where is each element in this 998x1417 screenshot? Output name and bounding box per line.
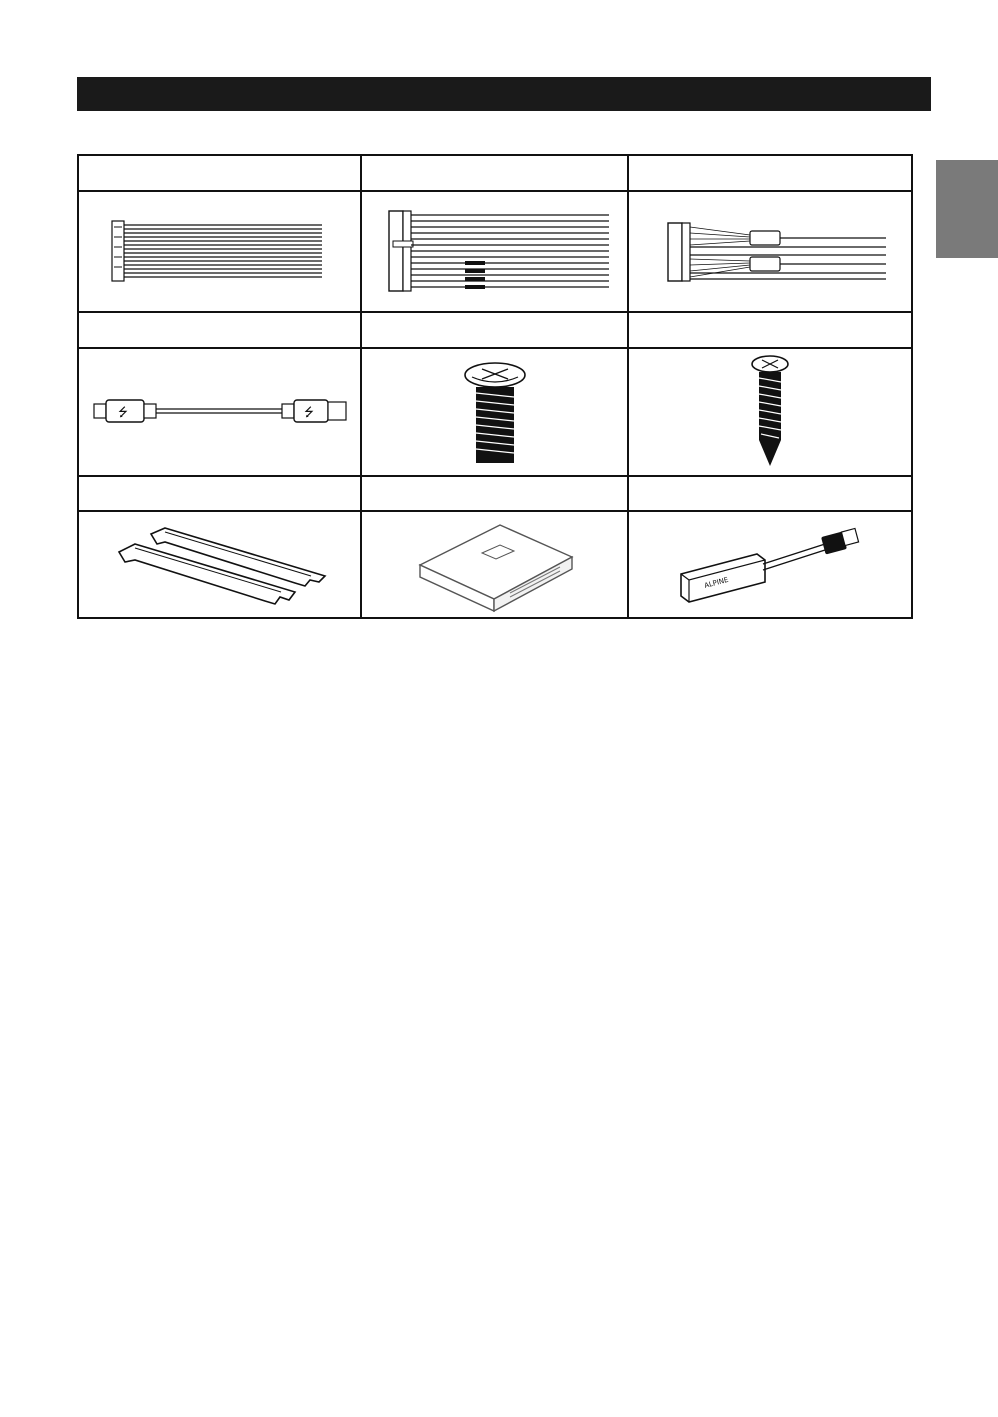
table-row <box>79 349 911 475</box>
machine-screw-icon <box>460 357 530 467</box>
wire-harness-icon <box>100 217 340 287</box>
svg-text:ALPINE: ALPINE <box>703 575 730 590</box>
part-label-cell <box>362 313 629 347</box>
table-row <box>79 192 911 311</box>
part-image-cell <box>362 349 629 475</box>
svg-text:⭍: ⭍ <box>117 405 128 419</box>
table-row <box>79 512 911 617</box>
usb-cable-icon <box>90 392 350 432</box>
part-label-cell <box>79 477 362 511</box>
part-image-cell <box>629 192 911 311</box>
parts-table <box>77 154 913 619</box>
remote-module-icon <box>675 520 865 610</box>
amplifier-unit-icon <box>410 515 580 615</box>
section-header-bar <box>77 77 931 111</box>
part-image-cell <box>362 192 629 311</box>
part-image-cell <box>629 349 911 475</box>
language-side-tab <box>936 160 998 258</box>
table-row <box>79 156 911 190</box>
part-label-cell <box>362 156 629 190</box>
part-image-cell <box>79 349 362 475</box>
tapping-screw-icon <box>745 354 795 470</box>
part-image-cell <box>629 512 911 617</box>
part-image-cell <box>362 512 629 617</box>
speaker-harness-icon <box>650 217 890 287</box>
part-label-cell <box>629 313 911 347</box>
part-image-cell <box>79 192 362 311</box>
part-label-cell <box>629 477 911 511</box>
part-label-cell <box>362 477 629 511</box>
svg-text:⭍: ⭍ <box>303 405 314 419</box>
part-label-cell <box>79 313 362 347</box>
table-row <box>79 313 911 347</box>
mounting-bracket-icon <box>105 520 335 610</box>
power-harness-icon <box>375 207 615 297</box>
part-label-cell <box>79 156 362 190</box>
part-label-cell <box>629 156 911 190</box>
part-image-cell <box>79 512 362 617</box>
table-row <box>79 477 911 511</box>
